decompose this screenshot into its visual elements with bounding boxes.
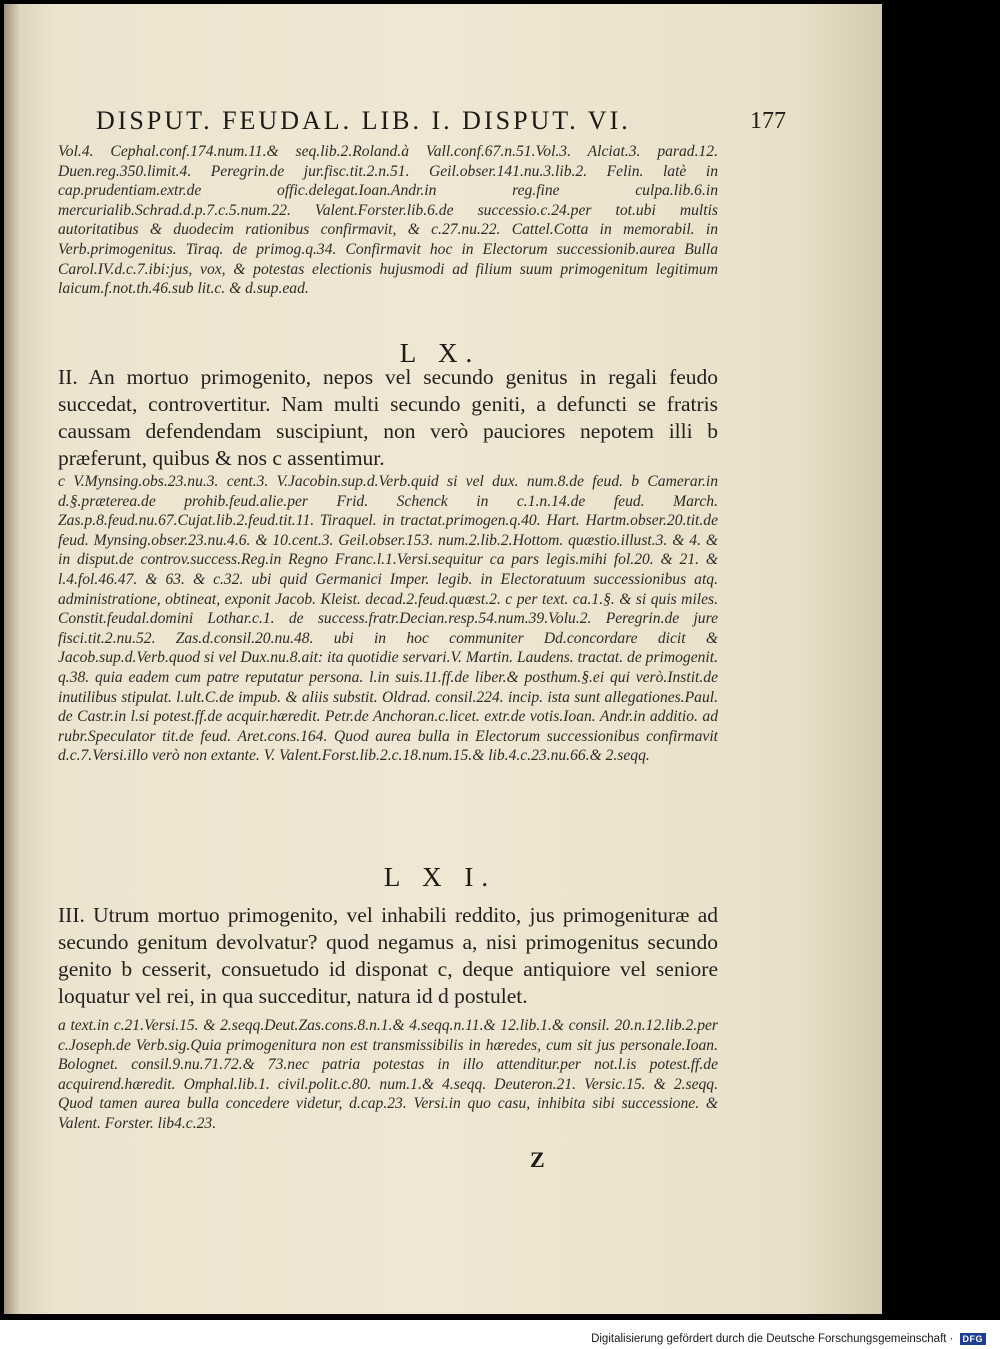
section-lxi-notes <box>58 1016 718 1134</box>
section-heading-lxi: L X I. <box>383 862 497 892</box>
section-lx-notes <box>58 472 718 766</box>
section-lx-text: II. An mortuo primogenito, nepos vel secundo genitus in regali feudo succedat, controvertitur. Nam multi secundo geniti, a defuncti se fratris caussam defendendam suscipiunt, non verò pauciores nepotem illi b præferunt, quibus & nos c assentimur. <box>58 365 718 470</box>
section-lx-body <box>58 364 718 472</box>
page-number: 177 <box>750 108 786 134</box>
page-header <box>96 102 786 144</box>
section-lx-notes-text: c V.Mynsing.obs.23.nu.3. cent.3. V.Jacobin.sup.d.Verb.quid si vel dux. num.8.de feud. b Camerar.in d.§.præterea.de prohib.feud.alie.per Frid. Schenck in c.1.n.14.de feud. March. Zas.p.8.feud.nu.67.Cujat.lib.2.feud.tit.11. Tiraquel. in tractat.primogen.q.40. Hart. Hartm.obser.20.tit.de feud. Mynsing.obser.23.nu.4.6. & 10.cent.3. Geil.obser.153. num.2.lib.2.Hottom. quæstio.illust.3. & 4. & in disput.de controv.success.Reg.in Regno Franc.l.1.Versi.sequitur ca pars legis.mihi fol.20. & 21. & l.4.fol.46.47. & 63. & c.32. ubi quid Germanici Imper. legib. in Electoratuum successionibus atq. administratione, obtineat, exponit Jacob. Kleist. decad.2.feud.quæst.2. c per text. ca.1.§. & si quis miles. Constit.feudal.domini Lothar.c.1. de success.fratr.Decian.resp.54.num.39.Volu.2. Peregrin.de jure fisci.tit.2.nu.52. Zas.d.consil.20.nu.48. ubi in hoc communiter Dd.concordare dicit & Jacob.sup.d.Verb.quod si vel Dux.nu.8.ait: ita quotidie servari.V. Martin. Laudens. tractat. de primogenit. q.38. quia eadem cum patre reputatur persona. l.in suis.11.ff.de liber.& posthum.§.ei qui verò.Instit.de inutilibus stipulat. l.ult.C.de impub. & aliis substit. Oldrad. consil.224. incip. ista sunt allegationes.Paul. de Castr.in l.si potest.ff.de acquir.hæredit. Petr.de Anchoran.c.licet. extr.de votis.Ioan. Andr.in additio. ad rubr.Speculator tit.de feud. Aret.cons.164. Quod aurea bulla in Electorum successionibus confirmavit d.c.7.Versi.illo verò non extante. V. Valent.Forst.lib.2.c.18.num.15.& lib.4.c.23.nu.66.& 2.seqq. <box>58 473 718 765</box>
section-lxi-text: III. Utrum mortuo primogenito, vel inhabili reddito, jus primogenituræ ad secundo genitum devolvatur? quod negamus a, nisi primogenitus secundo genito b cesserit, consuetudo id disponat c, deque antiquiore vel seniore loquatur vel rei, in qua succeditur, natura id d postulet. <box>58 903 718 1008</box>
section-heading-lx: L X. <box>399 338 481 368</box>
dfg-logo-icon: DFG <box>960 1333 987 1345</box>
running-head: DISPUT. FEUDAL. LIB. I. DISPUT. VI. <box>96 106 631 135</box>
page-gutter-shadow <box>4 4 20 1314</box>
funding-text: Digitalisierung gefördert durch die Deutsche Forschungsgemeinschaft · <box>591 1333 954 1345</box>
top-notes-text: Vol.4. Cephal.conf.174.num.11.& seq.lib.2.Roland.à Vall.conf.67.n.51.Vol.3. Alciat.3. parad.12. Duen.reg.350.limit.4. Peregrin.de jur.fisc.tit.2.n.51. Geil.obser.141.nu.3.lib.2. Felin. latè in cap.prudentiam.extr.de offic.delegat.Ioan.Andr.in reg.fine culpa.lib.6.in mercurialib.Schrad.d.p.7.c.5.num.22. Valent.Forster.lib.6.de successio.c.24.per tot.ubi multis autoritatibus & duodecim rationibus confirmavit, & c.27.nu.22. Cattel.Cotta in memorabil. in Verb.primogenitus. Tiraq. de primog.q.34. Confirmavit hoc in Electorum successionib.aurea Bulla Carol.IV.d.c.7.ibi:jus, vox, & potestas electionis hujusmodi ad filium suum primogenitum legitimum laicum.f.not.th.46.sub lit.c. & d.sup.ead. <box>58 143 718 298</box>
signature-mark: Z <box>530 1147 545 1172</box>
section-lxi-notes-text: a text.in c.21.Versi.15. & 2.seqq.Deut.Zas.cons.8.n.1.& 4.seqq.n.11.& 12.lib.1.& consil. 20.n.12.lib.2.per c.Joseph.de Verb.sig.Quia primogenitura non est transmissibilis in hæredes, cum sit jus personale.Ioan. Bolognet. consil.9.nu.71.72.& 73.nec patria potestas in illo attenditur.per not.l.is potest.ff.de acquirend.hæredit. Omphal.lib.1. civil.polit.c.80. num.1.& 4.seqq. Deuteron.21. Versic.15. & 2.seqq. Quod tamen aurea bulla concedere videtur, d.cap.23. Versi.in quo casu, inhibita sibi successione. & Valent. Forster. lib4.c.23. <box>58 1017 718 1132</box>
top-notes-block <box>58 142 718 299</box>
section-lxi-body <box>58 902 718 1010</box>
funding-footer <box>591 1331 986 1347</box>
